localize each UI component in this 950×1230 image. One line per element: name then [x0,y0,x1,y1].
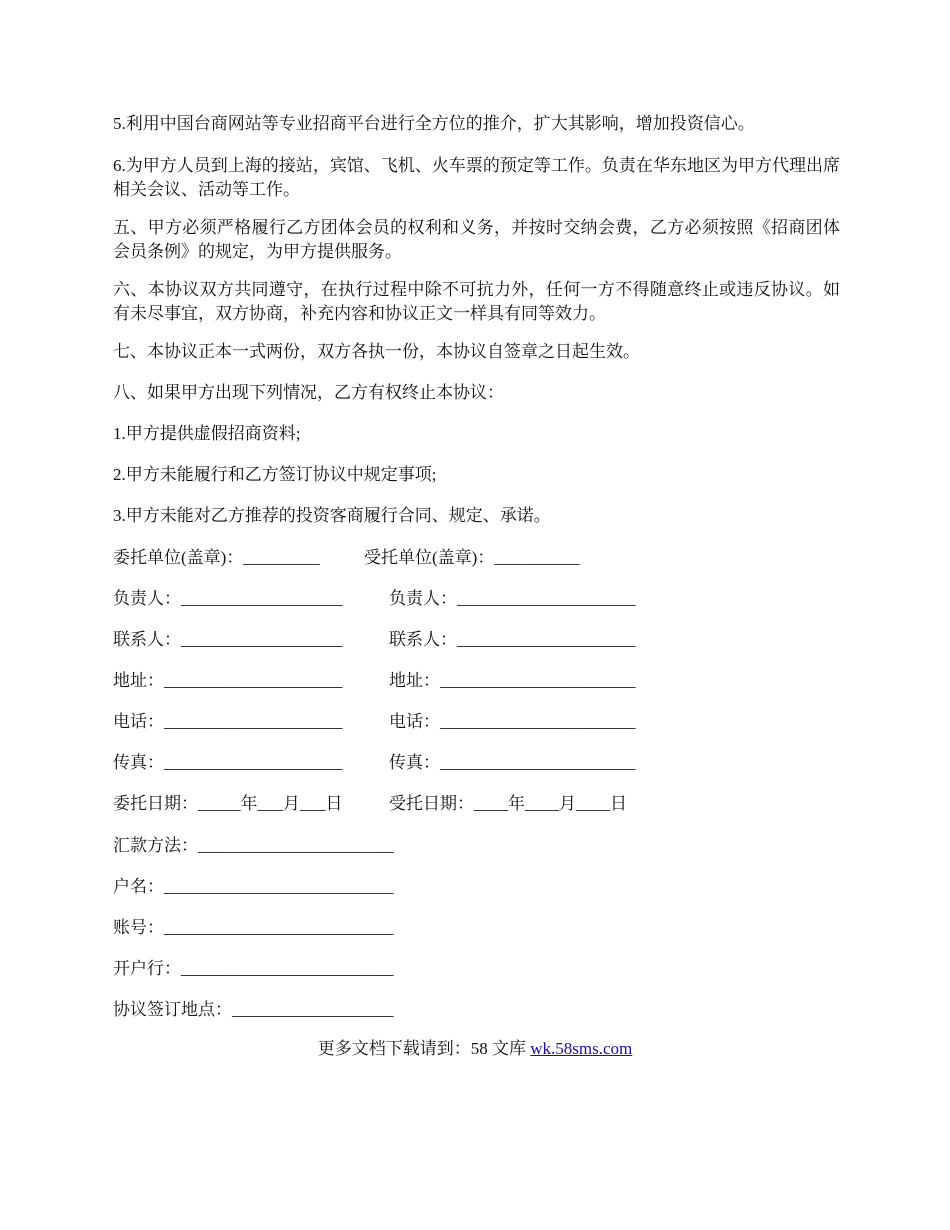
left-fax-field: 传真：_____________________ [113,753,343,772]
right-address-field: 地址：_______________________ [389,671,636,690]
left-principal-field: 负责人：___________________ [113,589,343,608]
right-fax-field: 传真：_______________________ [389,753,636,772]
account-name-field: 户名：___________________________ [113,877,394,896]
clause-5: 5.利用中国台商网站等专业招商平台进行全方位的推介，扩大其影响，增加投资信心。 [113,114,755,133]
account-number-field: 账号：___________________________ [113,918,394,937]
termination-item-1: 1.甲方提供虚假招商资料; [113,424,301,443]
entrust-date-field: 委托日期：_____年___月___日 [113,794,343,813]
entrusted-unit-field: 受托单位(盖章)：__________ [364,548,580,567]
accept-date-field: 受托日期：____年____月____日 [389,794,627,813]
left-phone-field: 电话：_____________________ [113,712,343,731]
entrusting-unit-field: 委托单位(盖章)：_________ [113,548,320,567]
clause-article-5: 五、甲方必须严格履行乙方团体会员的权利和义务，并按时交纳会费，乙方必须按照《招商团体会员条例》的规定，为甲方提供服务。 [113,218,840,261]
clause-6: 6.为甲方人员到上海的接站，宾馆、飞机、火车票的预定等工作。负责在华东地区为甲方代理出席相关会议、活动等工作。 [113,156,840,199]
left-contact-field: 联系人：___________________ [113,630,343,649]
clause-article-8: 八、如果甲方出现下列情况，乙方有权终止本协议： [113,383,504,402]
footer-text: 更多文档下载请到：58 文库 [317,1039,531,1058]
right-contact-field: 联系人：_____________________ [389,630,636,649]
footer-link[interactable]: wk.58sms.com [530,1039,633,1058]
clause-article-6: 六、本协议双方共同遵守，在执行过程中除不可抗力外，任何一方不得随意终止或违反协议。如有未尽事宜，双方协商，补充内容和协议正文一样具有同等效力。 [113,280,840,323]
clause-article-7: 七、本协议正本一式两份，双方各执一份，本协议自签章之日起生效。 [113,342,640,361]
left-address-field: 地址：_____________________ [113,671,343,690]
right-phone-field: 电话：_______________________ [389,712,636,731]
bank-field: 开户行：_________________________ [113,959,394,978]
signing-place-field: 协议签订地点：___________________ [113,1000,394,1019]
termination-item-2: 2.甲方未能履行和乙方签订协议中规定事项; [113,465,437,484]
remittance-method-field: 汇款方法：_______________________ [113,836,394,855]
right-principal-field: 负责人：_____________________ [389,589,636,608]
termination-item-3: 3.甲方未能对乙方推荐的投资客商履行合同、规定、承诺。 [113,506,551,525]
footer [0,1037,950,1061]
